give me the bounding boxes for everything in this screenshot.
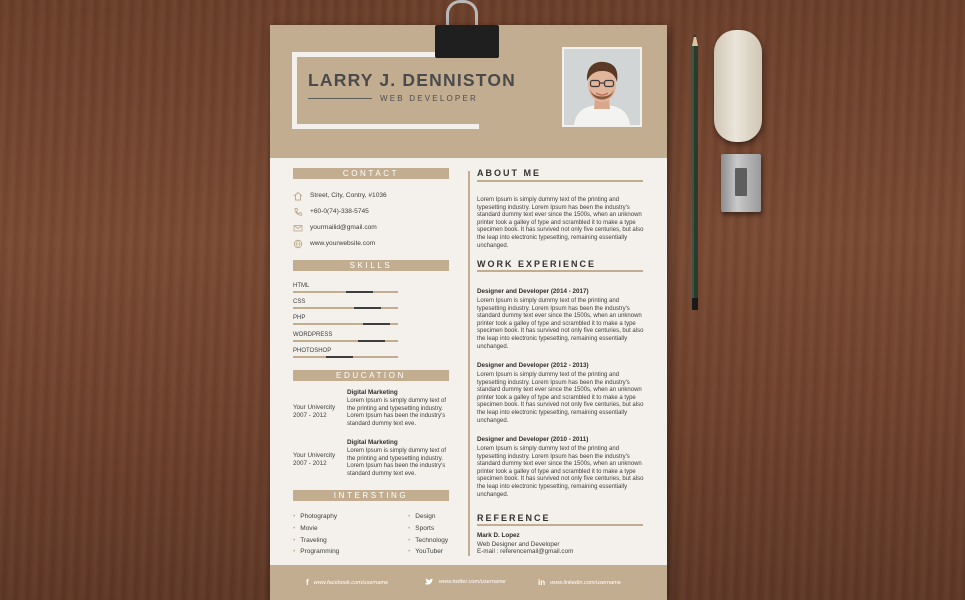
- footer-linkedin-text: www.linkedin.com/username: [550, 579, 621, 586]
- footer-twitter-text: www.twitter.com/username: [439, 579, 506, 585]
- interest-item: [408, 548, 443, 555]
- interest-label: Programming: [300, 548, 340, 555]
- job-entry-description: Lorem Ipsum is simply dummy text of the printing and typesetting industry. Lorem Ipsum has been the industry's standard dummy text ever since the 1500s, when an unknown printer took a galley of type and scrambled it to make a type specimen book. It has survived not only five centuries, but also the leap into electronic typesetting, remaining essentially unchanged.: [477, 372, 644, 424]
- education-school: Your Univercity: [293, 452, 336, 459]
- resume-name: LARRY J. DENNISTON: [308, 70, 516, 90]
- work-underline: [477, 270, 643, 272]
- footer-facebook[interactable]: [306, 578, 388, 587]
- column-divider: [468, 171, 470, 556]
- contact-address: Street, City, Contry, #1036: [310, 192, 387, 199]
- education-heading: EDUCATION: [293, 370, 449, 381]
- interest-label: Movie: [300, 525, 318, 532]
- interest-item: [408, 525, 434, 532]
- skill-level: [363, 323, 390, 325]
- resume-paper: [270, 25, 667, 600]
- footer-linkedin[interactable]: [538, 578, 621, 587]
- facebook-icon: f: [306, 578, 309, 587]
- twitter-icon: [425, 578, 434, 586]
- reference-role: Web Designer and Developer: [477, 541, 560, 548]
- pencil-icon: [690, 32, 700, 310]
- job-entry-title: Designer and Developer (2010 - 2011): [477, 436, 589, 443]
- footer-band: [270, 565, 667, 600]
- work-heading: WORK EXPERIENCE: [477, 259, 597, 269]
- profile-photo: [562, 47, 642, 127]
- about-underline: [477, 180, 643, 182]
- reference-email: E-mail : referencemail@gmail.com: [477, 548, 574, 555]
- interests-heading: INTERSTING: [293, 490, 449, 501]
- skill-bar: [293, 340, 398, 342]
- job-entry-description: Lorem Ipsum is simply dummy text of the printing and typesetting industry. Lorem Ipsum has been the industry's standard dummy text ever since the 1500s, when an unknown printer took a galley of type and scrambled it to make a type specimen book. It has survived not only five centuries, but also the leap into electronic typesetting, remaining essentially unchanged.: [477, 446, 644, 498]
- job-entry-title: Designer and Developer (2014 - 2017): [477, 288, 589, 295]
- interest-label: Sports: [415, 525, 435, 532]
- skills-heading: SKILLS: [293, 260, 449, 271]
- job-entry-title: Designer and Developer (2012 - 2013): [477, 362, 589, 369]
- reference-name: Mark D. Lopez: [477, 532, 520, 539]
- contact-heading: CONTACT: [293, 168, 449, 179]
- footer-facebook-text: www.facebook.com/username: [313, 579, 389, 586]
- mail-icon: [292, 222, 303, 233]
- sharpener-blade: [735, 168, 747, 196]
- education-years: 2007 - 2012: [293, 412, 327, 419]
- education-description: Lorem Ipsum is simply dummy text of the printing and typesetting industry. Lorem Ipsum has been the industry's standard dummy text eve.: [347, 448, 447, 477]
- reference-underline: [477, 524, 643, 526]
- education-degree: Digital Marketing: [347, 439, 398, 446]
- footer-twitter[interactable]: [425, 578, 506, 586]
- bullet-icon: •: [293, 513, 296, 520]
- education-degree: Digital Marketing: [347, 389, 398, 396]
- education-school: Your Univercity: [293, 404, 336, 411]
- home-icon: [292, 190, 303, 201]
- skill-label: CSS: [293, 299, 306, 305]
- interest-item: [293, 537, 327, 544]
- skill-bar: [293, 356, 398, 358]
- skill-bar: [293, 323, 398, 325]
- title-divider: [308, 98, 372, 99]
- about-text: Lorem Ipsum is simply dummy text of the printing and typesetting industry. Lorem Ipsum has been the industry's standard dummy text ever since the 1500s, when an unknown printer took a galley of type and scrambled it to make a type specimen book. It has survived not only five centuries, but also the leap into electronic typesetting, remaining essentially unchanged.: [477, 197, 644, 249]
- eraser: [714, 30, 762, 142]
- interest-item: [293, 525, 318, 532]
- skill-label: WORDPRESS: [293, 332, 333, 338]
- bullet-icon: •: [293, 537, 296, 544]
- skill-level: [326, 356, 353, 358]
- globe-icon: [292, 238, 303, 249]
- job-title: WEB DEVELOPER: [380, 94, 478, 103]
- contact-website: www.yourwebsite.com: [310, 240, 376, 247]
- contact-phone: +60-0(74)-338-5745: [310, 208, 369, 215]
- binder-clip-handle: [446, 0, 478, 28]
- contact-email: yourmailid@gmail.com: [310, 224, 377, 231]
- interest-label: Traveling: [300, 537, 327, 544]
- binder-clip: [435, 25, 499, 58]
- interest-item: [408, 513, 436, 520]
- skill-label: PHOTOSHOP: [293, 348, 332, 354]
- interest-item: [293, 548, 339, 555]
- education-years: 2007 - 2012: [293, 460, 327, 467]
- person-portrait-icon: [564, 49, 640, 125]
- skill-bar: [293, 291, 398, 293]
- bullet-icon: •: [408, 537, 411, 544]
- interest-label: Technology: [415, 537, 449, 544]
- bullet-icon: •: [408, 525, 411, 532]
- reference-heading: REFERENCE: [477, 513, 551, 523]
- interest-item: [293, 513, 337, 520]
- skill-bar: [293, 307, 398, 309]
- job-title-row: [308, 94, 478, 103]
- skill-label: PHP: [293, 315, 306, 321]
- skill-level: [358, 340, 385, 342]
- skill-level: [346, 291, 373, 293]
- bullet-icon: •: [408, 513, 411, 520]
- linkedin-icon: in: [538, 578, 546, 587]
- skill-level: [354, 307, 381, 309]
- skill-label: HTML: [293, 283, 310, 289]
- pencil-sharpener: [721, 154, 761, 212]
- interest-label: YouTuber: [415, 548, 443, 555]
- interest-item: [408, 537, 448, 544]
- bullet-icon: •: [293, 525, 296, 532]
- about-heading: ABOUT ME: [477, 168, 541, 178]
- education-description: Lorem Ipsum is simply dummy text of the printing and typesetting industry. Lorem Ipsum has been the industry's standard dummy text eve.: [347, 398, 447, 427]
- phone-icon: [292, 206, 303, 217]
- bullet-icon: •: [408, 548, 411, 555]
- name-frame-corner: [474, 124, 479, 129]
- job-entry-description: Lorem Ipsum is simply dummy text of the printing and typesetting industry. Lorem Ipsum has been the industry's standard dummy text ever since the 1500s, when an unknown printer took a galley of type and scrambled it to make a type specimen book. It has survived not only five centuries, but also the leap into electronic typesetting, remaining essentially unchanged.: [477, 298, 644, 350]
- interest-label: Photography: [300, 513, 338, 520]
- bullet-icon: •: [293, 548, 296, 555]
- interest-label: Design: [415, 513, 436, 520]
